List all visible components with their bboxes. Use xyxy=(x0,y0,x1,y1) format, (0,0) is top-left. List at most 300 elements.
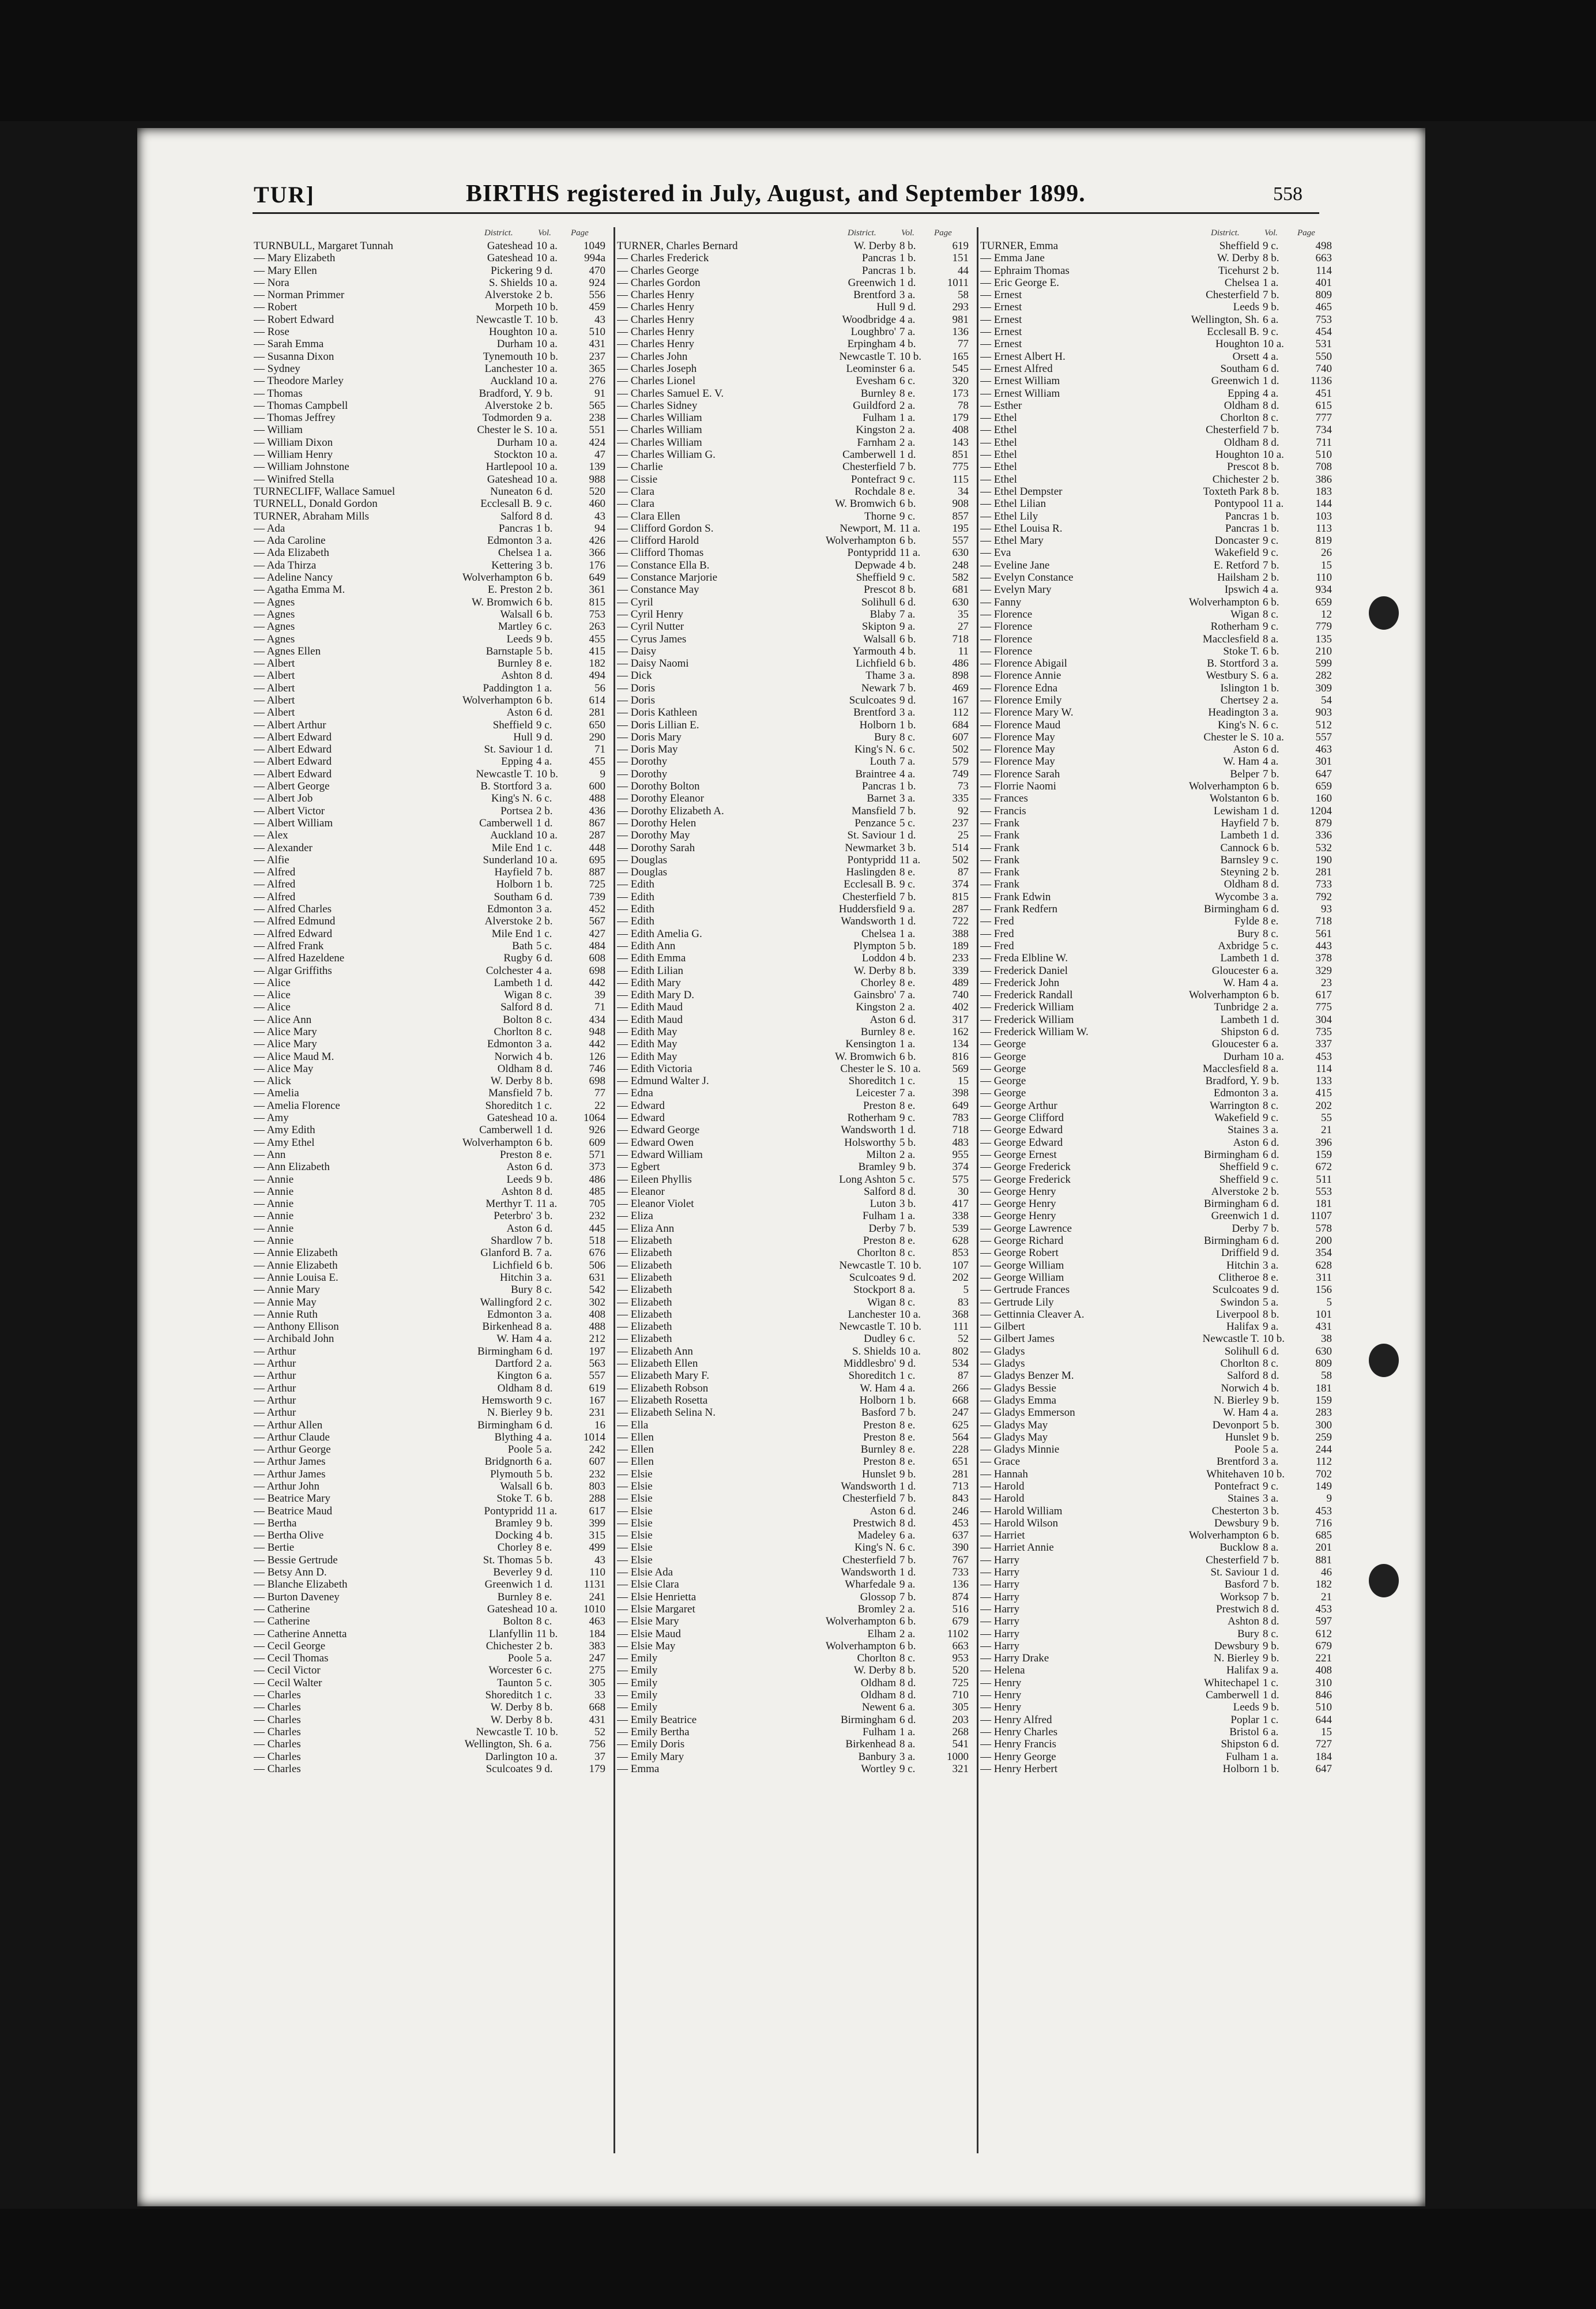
entry-row xyxy=(617,400,974,412)
page-heading: Page xyxy=(1297,228,1315,238)
entry-district: Westbury S. xyxy=(1206,670,1259,682)
entry-district: Bury xyxy=(511,1284,533,1296)
entry-volume: 10 a. xyxy=(1263,1050,1284,1063)
entry-row xyxy=(254,1014,611,1026)
entry-page: 15 xyxy=(958,1075,969,1088)
entry-volume: 8 c. xyxy=(1263,1357,1279,1370)
entry-name: — Albert Arthur xyxy=(254,719,427,731)
entry-volume: 4 a. xyxy=(536,755,552,768)
entry-page: 237 xyxy=(589,350,605,363)
entry-district: W. Bromwich xyxy=(835,1050,896,1063)
entry-name: — Annie Ruth xyxy=(254,1308,427,1321)
entry-district: Wolverhampton xyxy=(462,1136,533,1149)
entry-page: 281 xyxy=(1315,866,1332,879)
entry-row xyxy=(980,1026,1338,1038)
entry-volume: 3 a. xyxy=(1263,1492,1279,1505)
entry-district: Pancras xyxy=(498,522,533,535)
entry-row xyxy=(254,1541,611,1554)
entry-row xyxy=(617,1296,974,1308)
entry-volume: 6 b. xyxy=(1263,780,1279,793)
entry-page: 399 xyxy=(589,1517,605,1529)
entry-row xyxy=(254,473,611,486)
entry-row xyxy=(254,1652,611,1664)
entry-volume: 6 a. xyxy=(536,1456,552,1468)
entry-page: 465 xyxy=(1315,301,1332,314)
entry-row xyxy=(617,1578,974,1590)
entry-row xyxy=(980,621,1338,633)
entry-district: Birmingham xyxy=(1203,1235,1259,1247)
entry-district: Llanfyllin xyxy=(489,1627,533,1640)
entry-volume: 1 b. xyxy=(899,780,916,793)
entry-district: Paddington xyxy=(483,682,533,694)
entry-name: — Elsie xyxy=(617,1468,790,1480)
entry-row xyxy=(617,1541,974,1554)
entry-district: Hayfield xyxy=(494,866,533,879)
entry-row xyxy=(254,977,611,989)
entry-page: 149 xyxy=(1315,1480,1332,1492)
entry-volume: 11 a. xyxy=(1263,498,1284,510)
entry-district: Fulham xyxy=(862,1210,896,1223)
entry-name: — Annie Louisa E. xyxy=(254,1272,427,1284)
entry-page: 685 xyxy=(1315,1529,1332,1542)
entry-page: 56 xyxy=(594,682,605,694)
entry-row xyxy=(980,743,1338,755)
entry-page: 498 xyxy=(1315,240,1332,252)
entry-volume: 10 a. xyxy=(536,473,558,486)
entry-row xyxy=(980,965,1338,977)
entry-name: — Alfred xyxy=(254,866,427,878)
entry-district: Camberwell xyxy=(842,449,896,461)
entry-district: Houghton xyxy=(1215,338,1259,351)
entry-name: — George Henry xyxy=(980,1186,1153,1198)
entry-volume: 4 b. xyxy=(1263,1382,1279,1394)
entry-page: 608 xyxy=(589,952,605,965)
entry-name: — Charles Lionel xyxy=(617,375,790,387)
entry-volume: 6 a. xyxy=(1263,1725,1279,1738)
entry-volume: 1 d. xyxy=(536,976,553,989)
entry-name: — Sarah Emma xyxy=(254,338,427,350)
entry-district: Sculcoates xyxy=(1212,1284,1259,1296)
entry-row xyxy=(617,817,974,829)
column-headings xyxy=(617,227,974,240)
entry-district: E. Retford xyxy=(1213,559,1259,571)
entry-name: — Amelia xyxy=(254,1087,427,1099)
entry-name: — Edith Ann xyxy=(617,940,790,952)
entry-name: — Emily xyxy=(617,1664,790,1676)
entry-name: — Daisy xyxy=(617,645,790,657)
entry-volume: 8 e. xyxy=(899,1431,916,1443)
entry-name: — Frederick William xyxy=(980,1014,1153,1026)
entry-row xyxy=(617,878,974,890)
entry-row xyxy=(254,805,611,817)
entry-volume: 9 d. xyxy=(899,694,916,706)
entry-name: — Alfred xyxy=(254,878,427,890)
entry-volume: 8 c. xyxy=(1263,1099,1279,1112)
entry-row xyxy=(254,1505,611,1517)
entry-district: St. Saviour xyxy=(1210,1566,1259,1579)
entry-name: — Eliza Ann xyxy=(617,1223,790,1235)
entry-name: — Ernest xyxy=(980,326,1153,338)
entry-page: 597 xyxy=(1315,1615,1332,1628)
entry-district: Birmingham xyxy=(1203,1198,1259,1210)
entry-district: Devonport xyxy=(1212,1419,1259,1431)
entry-name: — Eleanor xyxy=(617,1186,790,1198)
entry-page: 263 xyxy=(589,621,605,633)
entry-volume: 8 e. xyxy=(899,1235,916,1247)
entry-row xyxy=(254,965,611,977)
entry-district: Prescot xyxy=(864,584,896,596)
entry-volume: 9 b. xyxy=(1263,1652,1279,1665)
entry-page: 73 xyxy=(958,780,969,793)
entry-name: — Edward George xyxy=(617,1124,790,1136)
entry-district: Stoke T. xyxy=(1223,645,1259,657)
entry-row xyxy=(254,1640,611,1652)
entry-volume: 2 b. xyxy=(536,915,553,928)
entry-volume: 6 d. xyxy=(536,1345,553,1357)
entry-row xyxy=(617,1480,974,1492)
entry-district: Chichester xyxy=(1212,473,1259,486)
entry-volume: 9 c. xyxy=(1263,1480,1279,1492)
entry-district: Worcester xyxy=(488,1664,533,1677)
entry-volume: 6 a. xyxy=(899,1529,916,1542)
entry-row xyxy=(617,1075,974,1087)
entry-name: — Agatha Emma M. xyxy=(254,584,427,596)
entry-page: 93 xyxy=(1321,903,1332,916)
entry-district: Wellington, Sh. xyxy=(1191,313,1259,326)
entry-row xyxy=(254,768,611,780)
entry-volume: 5 a. xyxy=(536,1443,552,1456)
entry-row xyxy=(254,559,611,571)
entry-district: Hayfield xyxy=(1221,817,1259,829)
entry-row xyxy=(617,829,974,841)
entry-volume: 6 d. xyxy=(1263,743,1279,756)
entry-name: — Edward xyxy=(617,1100,790,1112)
entry-page: 649 xyxy=(952,1099,969,1112)
entry-volume: 4 b. xyxy=(536,1529,553,1542)
entry-volume: 6 d. xyxy=(899,1505,916,1517)
entry-volume: 8 b. xyxy=(536,1075,553,1088)
entry-district: Greenwich xyxy=(1211,1210,1259,1223)
entry-page: 553 xyxy=(1315,1185,1332,1198)
entry-row xyxy=(254,866,611,878)
entry-row xyxy=(254,952,611,964)
entry-page: 802 xyxy=(952,1345,969,1357)
entry-row xyxy=(980,694,1338,706)
entry-volume: 9 d. xyxy=(899,1357,916,1370)
entry-volume: 6 d. xyxy=(1263,1738,1279,1751)
entry-name: — Algar Griffiths xyxy=(254,965,427,977)
entry-district: Shoreditch xyxy=(848,1370,896,1382)
entry-district: Barnstaple xyxy=(485,645,533,657)
entry-page: 451 xyxy=(1315,387,1332,400)
entry-name: — Henry Alfred xyxy=(980,1714,1153,1726)
entry-page: 659 xyxy=(1315,596,1332,608)
entry-row xyxy=(980,1726,1338,1738)
entry-name: — Daisy Naomi xyxy=(617,657,790,670)
entry-volume: 3 b. xyxy=(1263,1505,1279,1517)
entry-district: Belper xyxy=(1230,768,1259,780)
entry-district: Southam xyxy=(1220,362,1259,375)
entry-page: 151 xyxy=(952,252,969,265)
entry-row xyxy=(617,1726,974,1738)
entry-page: 775 xyxy=(952,461,969,473)
entry-page: 58 xyxy=(958,289,969,302)
entry-district: Chorlton xyxy=(494,1026,533,1038)
entry-name: — Freda Elbline W. xyxy=(980,952,1153,964)
entry-row xyxy=(980,1652,1338,1664)
entry-page: 488 xyxy=(589,1321,605,1333)
entry-name: — Elsie Mary xyxy=(617,1615,790,1627)
entry-district: Burnley xyxy=(860,1443,896,1456)
entry-district: Alverstoke xyxy=(1211,1185,1259,1198)
entry-page: 135 xyxy=(1315,633,1332,645)
entry-page: 114 xyxy=(1316,264,1332,277)
entry-name: — Ella xyxy=(617,1419,790,1431)
entry-district: Kensington xyxy=(845,1038,896,1051)
entry-page: 637 xyxy=(952,1529,969,1542)
entry-row xyxy=(617,1137,974,1149)
microfilm-border-bottom xyxy=(0,2209,1596,2309)
entry-district: Poplar xyxy=(1230,1713,1259,1726)
entry-page: 539 xyxy=(952,1222,969,1235)
entry-district: Dewsbury xyxy=(1214,1517,1259,1529)
entry-volume: 6 a. xyxy=(1263,313,1279,326)
entry-name: — Henry xyxy=(980,1677,1153,1689)
entry-district: Aston xyxy=(506,706,533,719)
entry-volume: 3 b. xyxy=(899,1198,916,1210)
entry-district: Wandsworth xyxy=(841,915,896,928)
entry-page: 569 xyxy=(952,1062,969,1075)
entry-row xyxy=(980,1751,1338,1763)
entry-volume: 1 a. xyxy=(1263,1750,1279,1763)
entry-volume: 8 d. xyxy=(536,1185,553,1198)
entry-name: — Henry Francis xyxy=(980,1738,1153,1750)
entry-district: Greenwich xyxy=(1211,375,1259,388)
entry-district: W. Derby xyxy=(1217,252,1259,265)
entry-row xyxy=(980,878,1338,890)
entry-name: — Helena xyxy=(980,1664,1153,1676)
entry-row xyxy=(254,1075,611,1087)
entry-row xyxy=(254,584,611,596)
entry-volume: 9 b. xyxy=(1263,301,1279,314)
entry-district: Preston xyxy=(863,1431,896,1443)
entry-district: Stockton xyxy=(494,449,533,461)
entry-volume: 9 d. xyxy=(899,1271,916,1284)
entry-name: — Thomas Campbell xyxy=(254,400,427,412)
entry-page: 144 xyxy=(1315,498,1332,510)
entry-page: 575 xyxy=(952,1173,969,1186)
entry-page: 988 xyxy=(589,473,605,486)
entry-district: Newcastle T. xyxy=(476,1725,533,1738)
entry-page: 649 xyxy=(589,571,605,584)
entry-district: Holborn xyxy=(496,878,533,891)
entry-page: 819 xyxy=(1315,535,1332,547)
entry-volume: 6 d. xyxy=(536,952,553,965)
entry-volume: 9 c. xyxy=(899,571,916,584)
entry-district: Brentford xyxy=(1217,1456,1259,1468)
entry-volume: 7 b. xyxy=(1263,559,1279,571)
entry-row xyxy=(254,1554,611,1566)
entry-district: Wallingford xyxy=(480,1296,533,1308)
entry-name: — Evelyn Constance xyxy=(980,571,1153,584)
entry-name: — William Dixon xyxy=(254,437,427,449)
entry-name: — Florence Edna xyxy=(980,682,1153,694)
entry-name: — Albert xyxy=(254,682,427,694)
entry-page: 293 xyxy=(952,301,969,314)
entry-row xyxy=(617,780,974,792)
entry-volume: 9 b. xyxy=(536,1517,553,1529)
entry-district: Salford xyxy=(500,1001,533,1014)
entry-row xyxy=(254,1603,611,1615)
entry-volume: 2 a. xyxy=(899,436,916,449)
entry-row xyxy=(980,571,1338,584)
entry-name: — Annie xyxy=(254,1210,427,1222)
entry-district: Islington xyxy=(1220,682,1259,694)
entry-name: — George xyxy=(980,1038,1153,1050)
entry-page: 302 xyxy=(589,1296,605,1308)
entry-district: Todmorden xyxy=(482,412,533,424)
entry-district: Lambeth xyxy=(1220,1013,1259,1026)
entry-district: Preston xyxy=(863,1099,896,1112)
entry-volume: 8 c. xyxy=(536,1026,552,1038)
entry-page: 668 xyxy=(952,1394,969,1407)
entry-page: 557 xyxy=(1315,731,1332,743)
entry-row xyxy=(980,1640,1338,1652)
district-heading: District. xyxy=(484,228,513,238)
entry-volume: 8 e. xyxy=(899,866,916,879)
entry-volume: 3 a. xyxy=(536,1308,552,1321)
entry-row xyxy=(617,1738,974,1750)
entry-district: Farnham xyxy=(857,436,896,449)
entry-volume: 8 d. xyxy=(1263,399,1279,412)
entry-row xyxy=(617,1026,974,1038)
entry-page: 43 xyxy=(594,1554,605,1566)
entry-row xyxy=(617,1357,974,1370)
entry-district: Derby xyxy=(1232,1222,1259,1235)
entry-district: Depwade xyxy=(855,559,896,571)
entry-row xyxy=(617,1370,974,1382)
entry-page: 281 xyxy=(952,1468,969,1480)
entry-page: 881 xyxy=(1315,1554,1332,1566)
entry-district: Poole xyxy=(507,1652,533,1665)
entry-page: 453 xyxy=(1315,1505,1332,1517)
entry-district: Pontefract xyxy=(850,473,896,486)
entry-row xyxy=(254,1333,611,1345)
entry-volume: 8 b. xyxy=(1263,485,1279,498)
entry-name: — Clara xyxy=(617,486,790,498)
entry-row xyxy=(617,965,974,977)
entry-volume: 8 c. xyxy=(536,1284,552,1296)
entry-volume: 1 d. xyxy=(1263,952,1279,965)
entry-volume: 11 a. xyxy=(899,522,921,535)
entry-name: — George Henry xyxy=(980,1210,1153,1222)
entry-district: Burnley xyxy=(497,657,533,670)
entry-district: Leeds xyxy=(1233,1701,1259,1714)
entry-row xyxy=(254,731,611,743)
entry-name: — Ethel Louisa R. xyxy=(980,522,1153,535)
entry-volume: 6 c. xyxy=(899,1541,916,1554)
entry-district: N. Bierley xyxy=(1213,1652,1259,1665)
entry-district: Merthyr T. xyxy=(485,1198,533,1210)
entry-district: Bury xyxy=(1237,927,1259,940)
entry-volume: 9 b. xyxy=(1263,1639,1279,1652)
entry-district: Basford xyxy=(1224,1578,1259,1591)
entry-name: — Fred xyxy=(980,928,1153,940)
entry-district: Durham xyxy=(496,338,533,351)
entry-name: — Ernest xyxy=(980,338,1153,350)
entry-page: 52 xyxy=(594,1725,605,1738)
entry-page: 619 xyxy=(589,1382,605,1394)
entry-name: — Ellen xyxy=(617,1443,790,1456)
entry-name: — Eveline Jane xyxy=(980,559,1153,571)
entry-row xyxy=(254,252,611,264)
entry-page: 718 xyxy=(1315,915,1332,928)
entry-page: 518 xyxy=(589,1235,605,1247)
entry-name: — George Richard xyxy=(980,1235,1153,1247)
entry-name: — Ellen xyxy=(617,1431,790,1443)
entry-name: — Florence Annie xyxy=(980,670,1153,682)
entry-volume: 6 d. xyxy=(536,1161,553,1174)
entries-column-3 xyxy=(980,227,1338,1775)
entry-name: — Florence xyxy=(980,621,1153,633)
entry-volume: 6 a. xyxy=(536,1370,552,1382)
entry-page: 87 xyxy=(958,1370,969,1382)
entry-name: — Cyrus James xyxy=(617,633,790,645)
entry-page: 809 xyxy=(1315,1357,1332,1370)
entry-district: Haslingden xyxy=(846,866,896,879)
entry-page: 134 xyxy=(952,1038,969,1051)
entry-row xyxy=(617,842,974,854)
entry-name: — Florence Maud xyxy=(980,719,1153,731)
entry-page: 499 xyxy=(589,1541,605,1554)
entry-page: 401 xyxy=(1315,276,1332,289)
entry-name: — Agnes xyxy=(254,633,427,645)
entry-row xyxy=(254,1751,611,1763)
entry-page: 165 xyxy=(952,350,969,363)
entry-page: 561 xyxy=(1315,927,1332,940)
entry-page: 231 xyxy=(589,1407,605,1419)
entry-row xyxy=(617,1603,974,1615)
entry-page: 1010 xyxy=(584,1603,605,1615)
entry-page: 453 xyxy=(1315,1050,1332,1063)
entry-row xyxy=(254,240,611,252)
entry-row xyxy=(254,547,611,559)
entry-district: Newcastle T. xyxy=(839,350,896,363)
entry-row xyxy=(980,1492,1338,1505)
entry-page: 749 xyxy=(952,768,969,780)
entry-page: 200 xyxy=(1315,1235,1332,1247)
entry-district: Norwich xyxy=(1221,1382,1259,1394)
entry-row xyxy=(617,621,974,633)
entry-name: — Alex xyxy=(254,829,427,841)
entry-name: — Frederick John xyxy=(980,977,1153,989)
entry-page: 30 xyxy=(958,1185,969,1198)
entry-district: Walsall xyxy=(863,633,896,645)
entry-volume: 1 b. xyxy=(536,878,553,891)
entry-district: Edmonton xyxy=(487,1038,533,1051)
entry-name: TURNER, Abraham Mills xyxy=(254,510,370,522)
entry-page: 631 xyxy=(589,1271,605,1284)
entry-volume: 8 a. xyxy=(1263,633,1279,645)
entry-page: 803 xyxy=(589,1480,605,1492)
entry-district: Clitheroe xyxy=(1218,1271,1259,1284)
entry-row xyxy=(254,1210,611,1222)
entry-district: Barnsley xyxy=(1220,853,1259,866)
entry-row xyxy=(980,1357,1338,1370)
entry-district: Epping xyxy=(501,755,533,768)
entry-name: — Harry xyxy=(980,1603,1153,1615)
entry-district: Fylde xyxy=(1234,915,1259,928)
